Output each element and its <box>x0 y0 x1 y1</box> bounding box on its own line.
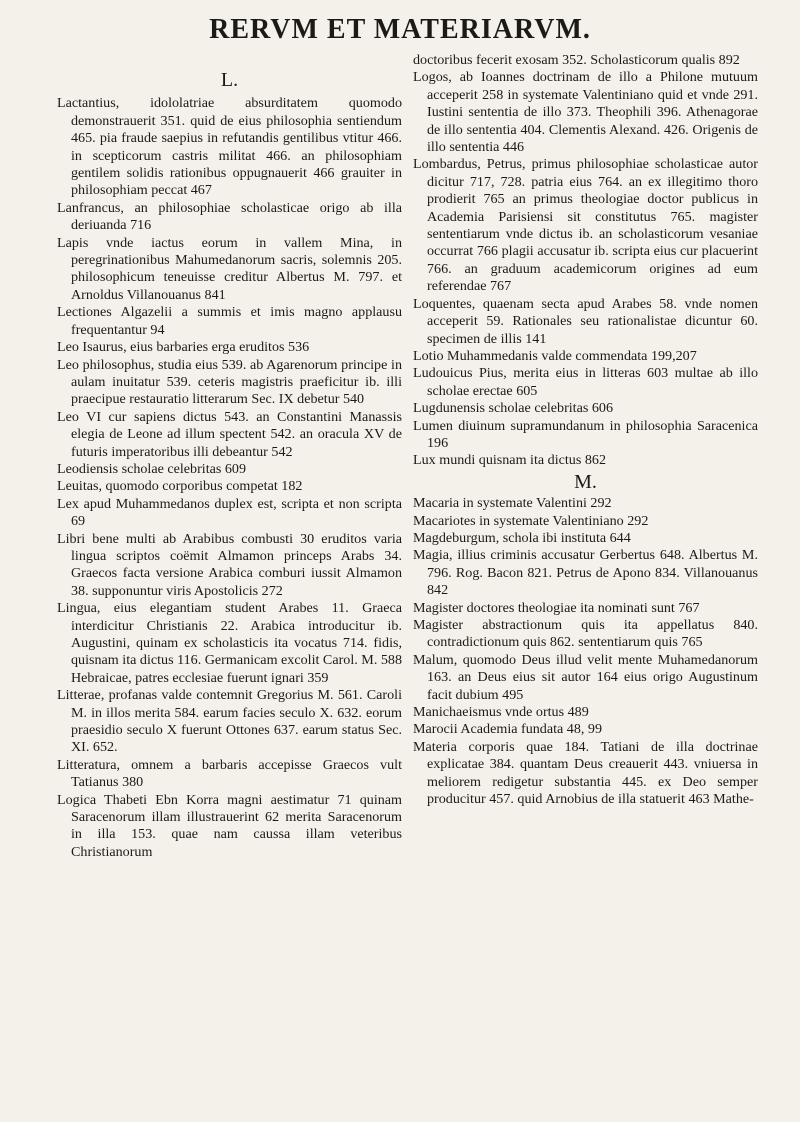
index-entry: Macariotes in systemate Valentiniano 292 <box>413 512 649 529</box>
index-entry: Lux mundi quisnam ita dictus 862 <box>413 452 606 469</box>
index-entry: Magister doctores theologiae ita nominati sunt 767 <box>413 599 700 616</box>
left-entry-list <box>57 95 402 861</box>
index-entry: Magister abstractionum quis ita appellatus 840. contradictionum quis 862. sententiarum quis 765 <box>413 617 758 651</box>
index-entry: Lex apud Muhammedanos duplex est, scripta et non scripta 69 <box>57 495 402 530</box>
index-entry: Lugdunensis scholae celebritas 606 <box>413 400 613 417</box>
index-entry: Lotio Muhammedanis valde commendata 199,207 <box>413 347 697 364</box>
index-entry: Lactantius, idololatriae absurditatem quomodo demonstrauerit 351. quid de eius philosophia sentiendum 465. pia fraude saepius in refutandis gentilibus vtitur 466. in scepticorum castris militat 466. an philosophiam gentilem solidis rationibus oppugnauerit 466 grauiter in philosophiam peccat 467 <box>57 95 402 199</box>
index-entry: Logos, ab Ioannes doctrinam de illo a Philone mutuum acceperit 258 in systemate Valentiniano quid et vnde 291. Iustini sententia de illo 373. Theophili 396. Athenagorae de illo sententia 404. Clementis Alexand. 426. Origenis de illo sententia 446 <box>413 69 758 156</box>
index-entry: Litteratura, omnem a barbaris accepisse Graecos vult Tatianus 380 <box>57 756 402 791</box>
index-entry: Leo Isaurus, eius barbaries erga eruditos 536 <box>57 339 310 356</box>
index-entry: Macaria in systemate Valentini 292 <box>413 495 612 512</box>
index-entry: Leo VI cur sapiens dictus 543. an Constantini Manassis elegia de Leone ad illum spectent 542. an oracula XV de futuris imperatoribus illi debeantur 542 <box>57 408 402 460</box>
right-entry-list-top <box>413 52 758 470</box>
index-entry: Leodiensis scholae celebritas 609 <box>57 460 247 477</box>
index-entry: Magia, illius criminis accusatur Gerbertus 648. Albertus M. 796. Rog. Bacon 821. Petrus de Apono 834. Villanouanus 842 <box>413 547 758 599</box>
index-entry: Ludouicus Pius, merita eius in litteras 603 multae ab illo scholae erectae 605 <box>413 365 758 399</box>
index-entry: Manichaeismus vnde ortus 489 <box>413 704 589 721</box>
left-column <box>57 69 403 861</box>
index-entry: Leuitas, quomodo corporibus competat 182 <box>57 478 303 495</box>
index-entry: Logica Thabeti Ebn Korra magni aestimatur 71 quinam Saracenorum illam illustrauerint 62 merita Saracenorum in illa 153. quae nam caussa illam veteribus Christianorum <box>57 791 402 860</box>
section-letter-m: M. <box>574 470 597 493</box>
index-entry: Malum, quomodo Deus illud velit mente Muhamedanorum 163. an Deus eius sit autor 164 eius origo Augustinum facit dubium 495 <box>413 651 758 703</box>
index-entry: Materia corporis quae 184. Tatiani de illa doctrinae explicatae 384. quantam Deus creauerit 443. vniuersa in meliorem redigetur substantia 445. ex Deo semper producitur 457. quid Arnobius de illa statuerit 463 Mathe- <box>413 738 758 808</box>
right-column <box>413 52 758 808</box>
index-entry: Libri bene multi ab Arabibus combusti 30 eruditos varia lingua scriptos coëmit Almamon princeps Arabs 34. Graecos facta versione Arabica comburi iussit Almamon 38. supponuntur viris Apostolicis 272 <box>57 530 402 599</box>
index-entry: doctoribus fecerit exosam 352. Scholasticorum qualis 892 <box>413 52 740 68</box>
index-entry: Loquentes, quaenam secta apud Arabes 58. vnde nomen acceperit 59. Rationales seu rationalistae dicuntur 60. specimen de illis 141 <box>413 295 758 347</box>
index-entry: Lingua, eius elegantiam student Arabes 11. Graeca interdicitur Christianis 22. Arabica introducitur ib. Augustini, quinam ex scholasticis ita vocatus 714. fidis, quisnam ita dictus 116. Germanicam excolit Carol. M. 588 Hebraicae, patres ecclesiae fuerunt ignari 359 <box>57 600 403 686</box>
index-entry: Magdeburgum, schola ibi instituta 644 <box>413 529 631 546</box>
index-entry: Lanfrancus, an philosophiae scholasticae origo ab illa deriuanda 716 <box>57 199 402 234</box>
index-entry: Litterae, profanas valde contemnit Gregorius M. 561. Caroli M. in illos merita 584. earum facies seculo X. 632. eorum praesidio seculo X fuerunt Ottones 637. earum status Sec. XI. 652. <box>57 687 402 756</box>
index-entry: Lectiones Algazelii a summis et imis magno applausu frequentantur 94 <box>57 304 402 338</box>
index-entry: Lapis vnde iactus eorum in vallem Mina, in peregrinationibus Mahumedanorum sacris, solemnis 205. philosophicum teneuisse creditur Albertus M. 797. et Arnoldus Villanouanus 841 <box>57 234 402 303</box>
index-entry: Leo philosophus, studia eius 539. ab Agarenorum principe in aulam inuitatur 539. ceteris magistris praeficitur ib. illi praecipue restauratio litterarum Sec. IX debetur 540 <box>57 356 402 408</box>
section-letter-l: L. <box>220 69 239 91</box>
index-entry: Lombardus, Petrus, primus philosophiae scholasticae autor dicitur 717, 728. patria eius 764. an ex illegitimo thoro prodierit 765 an primus theologiae doctor publicus in Academia Parisiensi sit constitutus 765. magister sententiarum vnde dictus ib. an scholasticorum vesaniae occurrat 766 plagii accusatur ib. scripta eius cur placuerint 766. an graduum academicorum origines ad eum referendae 767 <box>413 156 758 295</box>
right-entry-list-bottom <box>413 495 758 808</box>
index-entry: Lumen diuinum supramundanum in philosophia Saracenica 196 <box>413 417 758 451</box>
page-header: RERVM ET MATERIARVM. <box>209 14 591 45</box>
index-entry: Marocii Academia fundata 48, 99 <box>413 721 603 738</box>
